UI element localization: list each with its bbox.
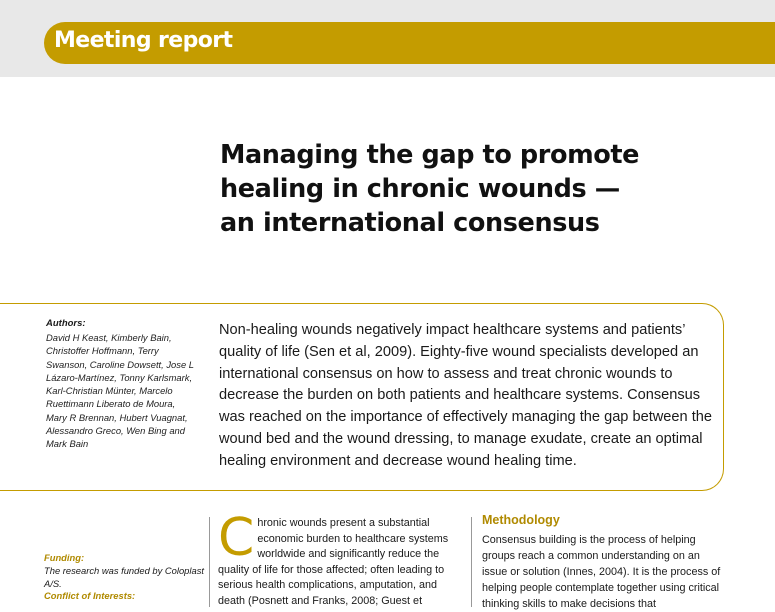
authors-heading: Authors: bbox=[46, 318, 86, 329]
column-rule bbox=[209, 517, 210, 607]
section-label: Meeting report bbox=[54, 28, 233, 53]
body-column-1 bbox=[218, 508, 450, 610]
drop-cap: C bbox=[218, 508, 255, 568]
title-line: an international consensus bbox=[220, 208, 600, 238]
column-rule bbox=[471, 517, 472, 607]
article-meta bbox=[44, 552, 204, 603]
methodology-heading: Methodology bbox=[482, 513, 560, 527]
authors-list: David H Keast, Kimberly Bain, Christoffer Hoffmann, Terry Swanson, Caroline Dowsett, Jose L Lázaro-Martínez, Tonny Karlsmark, Karl-Christian Münter, Marcelo Ruettimann Liberato de Moura, Mary R Brennan, Hubert Vuagnat, Alessandro Greco, Wen Bing and Mark Bain bbox=[46, 332, 194, 450]
title-line: Managing the gap to promote bbox=[220, 140, 640, 170]
abstract-text: Non-healing wounds negatively impact healthcare systems and patients’ quality of life (Sen et al, 2009). Eighty-five wound specialists developed an international consensus on how to assess and treat chronic wounds to decrease the burden on both patients and healthcare systems. Consensus was reached on the importance of effectively managing the gap between the wound bed and the wound dressing, to manage exudate, create an optimal healing environment and decrease wound healing time. bbox=[219, 322, 712, 469]
body-text: hronic wounds present a substantial economic burden to healthcare systems worldwide and significantly reduce the quality of life for those affected; often leading to serious health complications, amputation, and death (Posnett and Franks, 2008; Guest et bbox=[218, 517, 449, 607]
title-line: healing in chronic wounds — bbox=[220, 174, 620, 204]
funding-label: Funding: bbox=[44, 552, 85, 563]
section-header-bar bbox=[44, 22, 775, 64]
article-title bbox=[220, 138, 740, 240]
funding-text: The research was funded by Coloplast A/S. bbox=[44, 564, 204, 589]
conflict-label: Conflict of Interests: bbox=[44, 590, 136, 602]
methodology-text: Consensus building is the process of helping groups reach a common understanding on an issue or solution (Innes, 2004). It is the process of helping people contemplate together using critical thinking skills to make decisions that bbox=[482, 534, 721, 610]
